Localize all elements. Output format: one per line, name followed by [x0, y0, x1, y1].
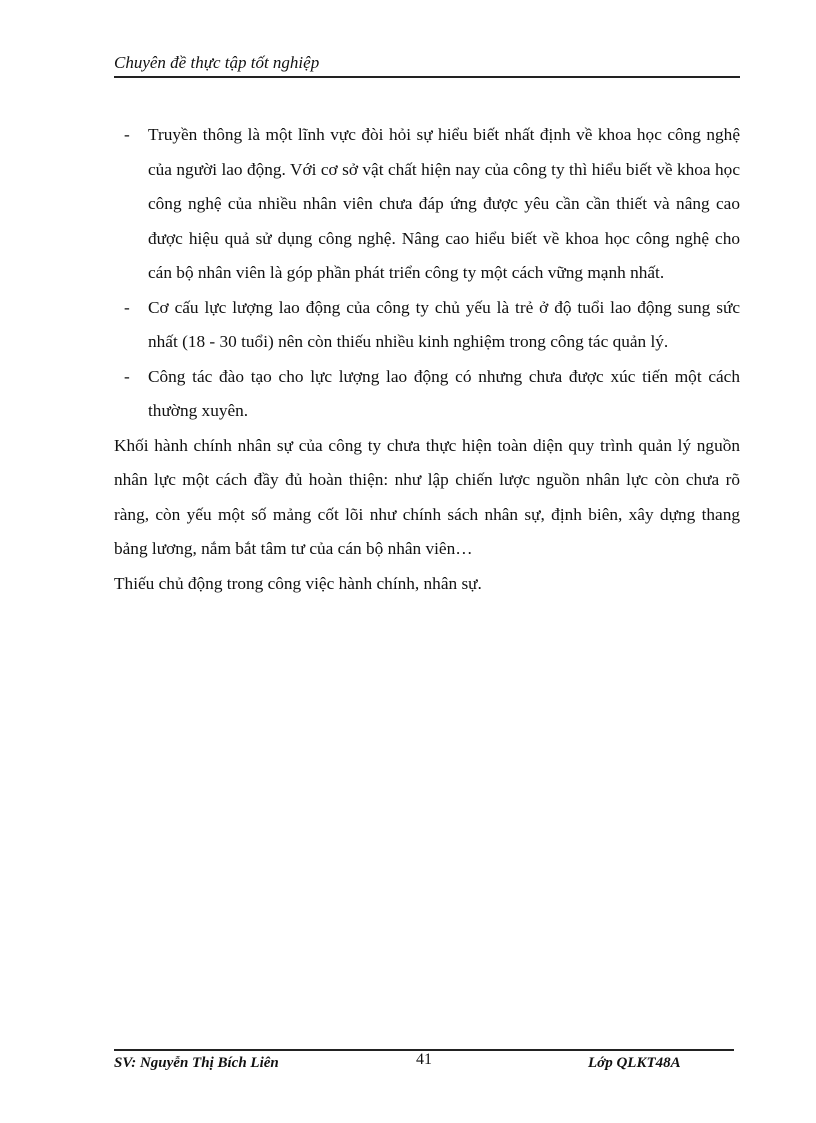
document-body	[114, 118, 740, 601]
bullet-dash: -	[124, 297, 130, 317]
bullet-text: Cơ cấu lực lượng lao động của công ty chủ yếu là trẻ ở độ tuổi lao động sung sức nhất (18 - 30 tuổi) nên còn thiếu nhiều kinh nghiệm trong công tác quản lý.	[148, 297, 740, 351]
bullet-item	[114, 118, 740, 291]
bullet-text: Truyền thông là một lĩnh vực đòi hỏi sự hiểu biết nhất định về khoa học công nghệ của người lao động. Với cơ sở vật chất hiện nay của công ty thì hiểu biết về khoa học công nghệ của nhiều nhân viên chưa đáp ứng được yêu cần cần thiết và nâng cao được hiệu quả sử dụng công nghệ. Nâng cao hiểu biết về khoa học công nghệ cho cán bộ nhân viên là góp phần phát triển công ty một cách vững mạnh nhất.	[148, 125, 740, 282]
bullet-dash: -	[124, 366, 130, 386]
paragraph: Thiếu chủ động trong công việc hành chính, nhân sự.	[114, 573, 482, 593]
bullet-item	[114, 291, 740, 360]
footer-student-name: SV: Nguyễn Thị Bích Liên	[114, 1055, 279, 1071]
bullet-text: Công tác đào tạo cho lực lượng lao động có nhưng chưa được xúc tiến một cách thường xuyên.	[148, 366, 740, 420]
bullet-dash: -	[124, 125, 130, 144]
footer-class-name: Lớp QLKT48A	[588, 1055, 681, 1071]
page-number: 41	[416, 1051, 432, 1068]
paragraph: Khối hành chính nhân sự của công ty chưa thực hiện toàn diện quy trình quản lý nguồn nhân lực một cách đầy đủ hoàn thiện: như lập chiến lược nguồn nhân lực còn chưa rõ ràng, còn yếu một số mảng cốt lõi như chính sách nhân sự, định biên, xây dựng thang bảng lương, nắm bắt tâm tư của cán bộ nhân viên…	[114, 435, 740, 558]
page-header	[114, 52, 740, 78]
header-title: Chuyên đề thực tập tốt nghiệp	[114, 53, 320, 72]
bullet-item	[114, 360, 740, 429]
